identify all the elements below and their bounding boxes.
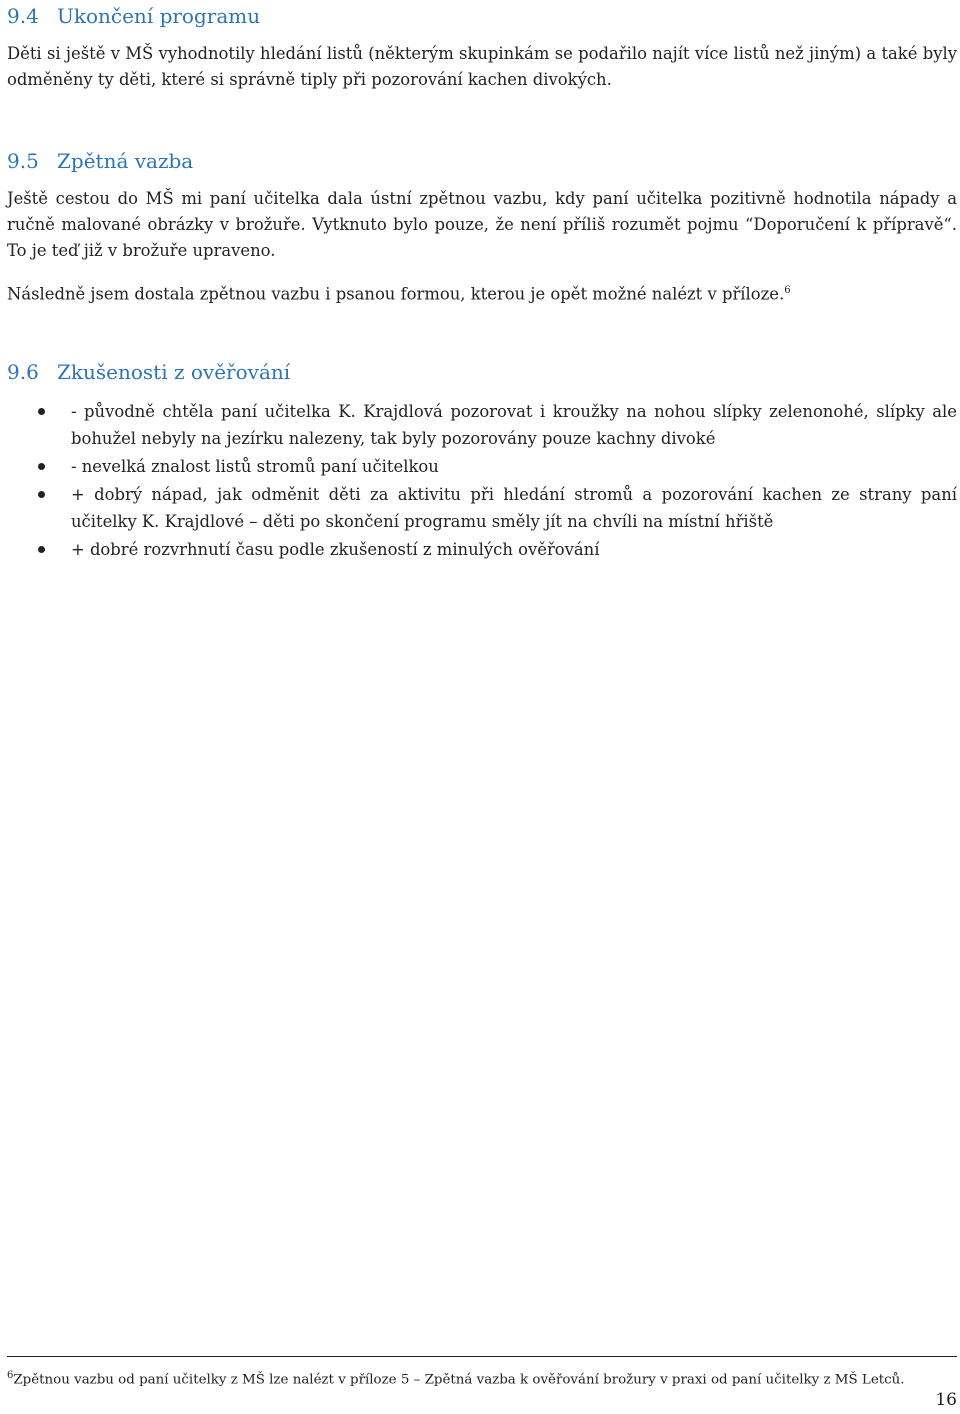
footnote (7, 1366, 957, 1390)
list-item-text: - nevelká znalost listů stromů paní učitelkou (71, 457, 439, 476)
list-item (0, 536, 960, 563)
footnote-text: Zpětnou vazbu od paní učitelky z MŠ lze nalézt v příloze 5 – Zpětná vazba k ověřování brožury v praxi od paní učitelky z MŠ Letců. (13, 1372, 905, 1388)
section-number: 9.4 (7, 4, 39, 28)
paragraph: Ještě cestou do MŠ mi paní učitelka dala ústní zpětnou vazbu, kdy paní učitelka pozitivně hodnotila nápady a ručně malované obrázky v brožuře. Vytknuto bylo pouze, že není příliš rozumět pojmu “Doporučení k přípravě“. To je teď již v brožuře upraveno. (7, 189, 957, 260)
page-number: 16 (935, 1390, 957, 1410)
list-item (0, 453, 960, 480)
bullet-icon (38, 408, 45, 415)
list-item-text: - původně chtěla paní učitelka K. Krajdlová pozorovat i kroužky na nohou slípky zelenonohé, slípky ale bohužel nebyly na jezírku nalezeny, tak byly pozorovány pouze kachny divoké (71, 402, 957, 448)
footnote-ref[interactable]: 6 (784, 285, 791, 296)
section-heading-9-6 (7, 358, 290, 386)
list-item (0, 398, 960, 452)
list-item-text: + dobré rozvrhnutí času podle zkušeností z minulých ověřování (71, 540, 600, 559)
footnote-separator (7, 1356, 957, 1357)
paragraph-text: Následně jsem dostala zpětnou vazbu i psanou formou, kterou je opět možné nalézt v příloze. (7, 284, 785, 304)
section-title: Ukončení programu (57, 4, 261, 28)
list-item-text: + dobrý nápad, jak odměnit děti za aktivitu při hledání stromů a pozorování kachen ze strany paní učitelky K. Krajdlové – děti po skončení programu směly jít na chvíli na místní hřiště (71, 485, 957, 531)
footnote-mark: 6 (7, 1370, 14, 1381)
paragraph-with-footnote (7, 278, 957, 307)
list-item (0, 481, 960, 535)
bullet-icon (38, 546, 45, 553)
section-title: Zpětná vazba (57, 149, 194, 173)
section-number: 9.6 (7, 360, 39, 384)
paragraph: Děti si ještě v MŠ vyhodnotily hledání listů (některým skupinkám se podařilo najít více listů než jiným) a také byly odměněny ty děti, které si správně tiply při pozorování kachen divokých. (7, 44, 957, 89)
bullet-icon (38, 463, 45, 470)
experience-list (0, 398, 960, 564)
section-number: 9.5 (7, 149, 39, 173)
section-heading-9-5 (7, 147, 193, 175)
bullet-icon (38, 491, 45, 498)
section-heading-9-4 (7, 2, 260, 30)
section-title: Zkušenosti z ověřování (57, 360, 291, 384)
